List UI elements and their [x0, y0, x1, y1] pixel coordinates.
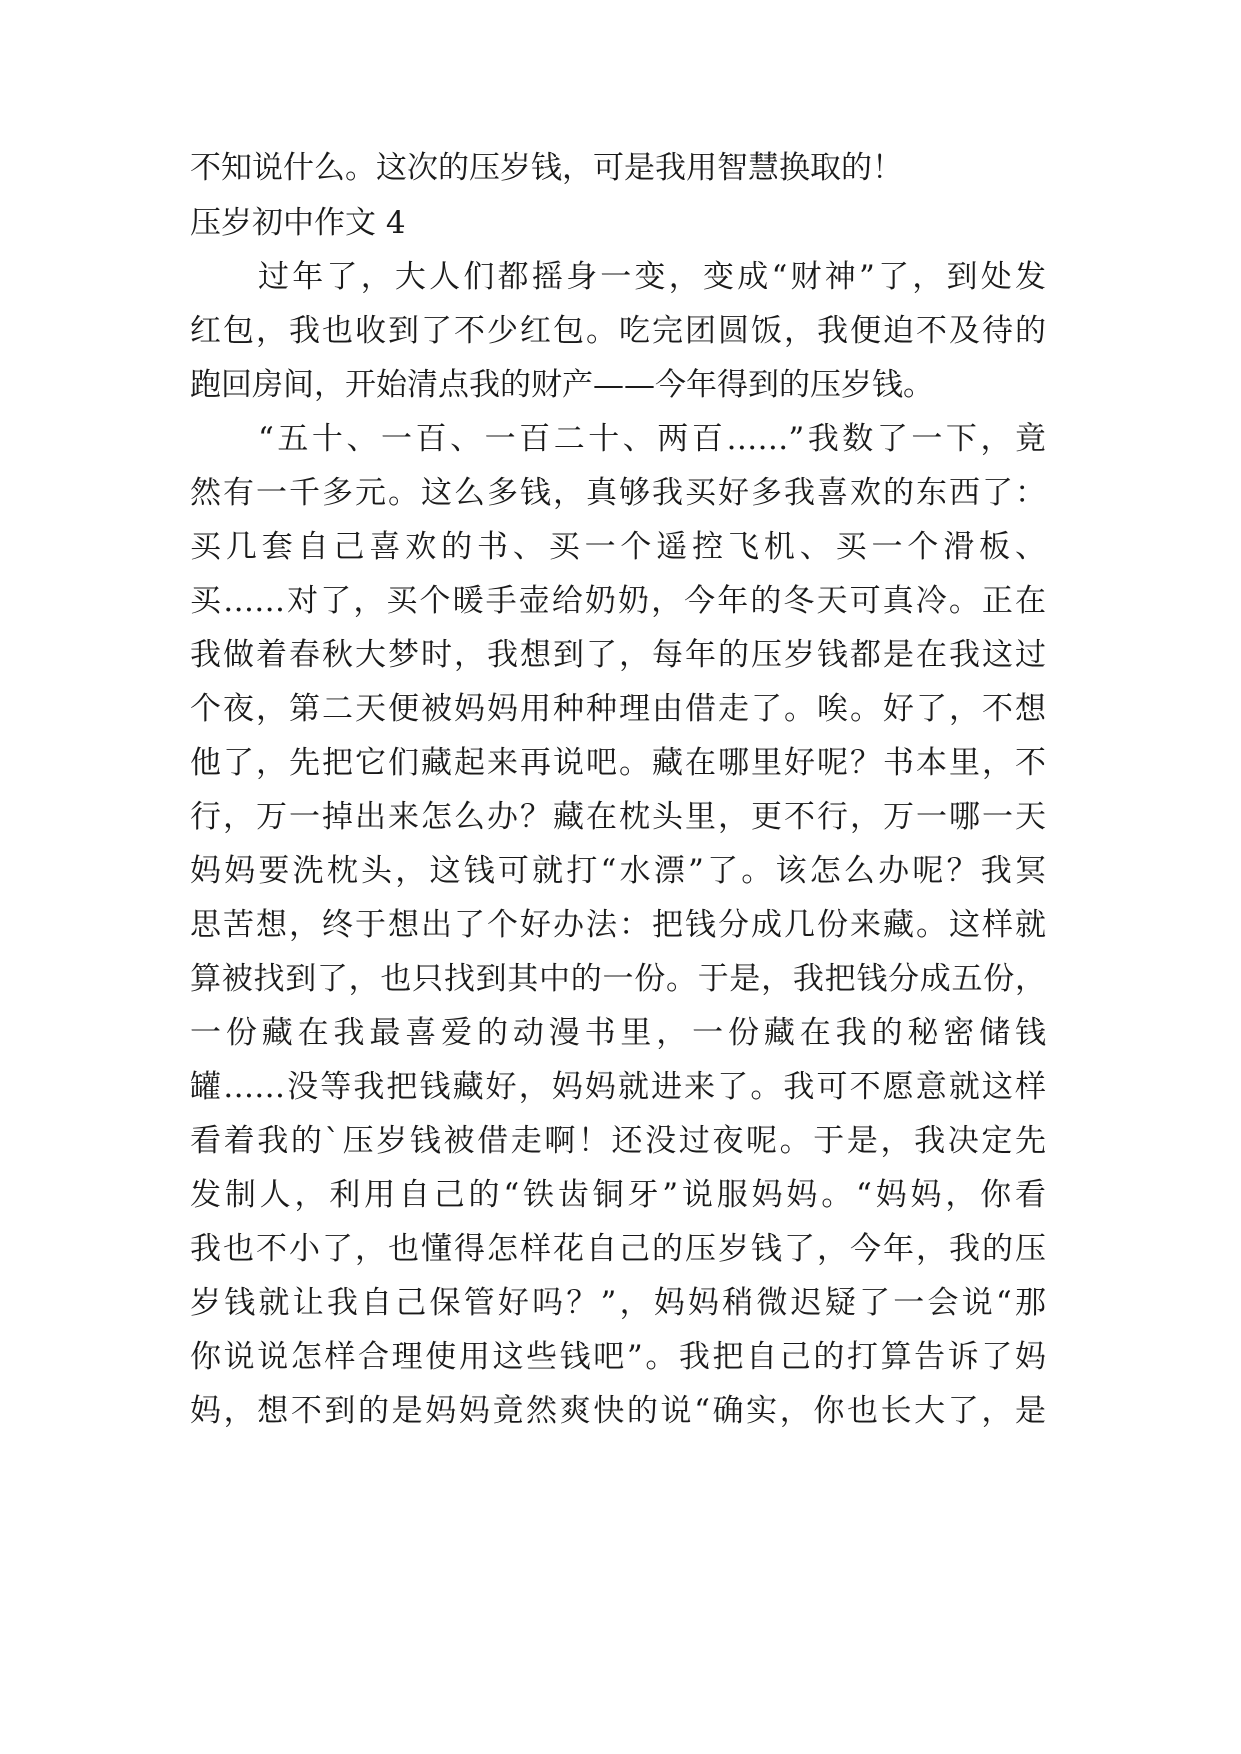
text-line: 思苦想，终于想出了个好办法：把钱分成几份来藏。这样就 — [190, 907, 1046, 943]
text-line: 行，万一掉出来怎么办？藏在枕头里，更不行，万一哪一天 — [190, 799, 1046, 835]
text-line: 然有一千多元。这么多钱，真够我买好多我喜欢的东西了： — [190, 475, 1046, 511]
text-line: 我做着春秋大梦时，我想到了，每年的压岁钱都是在我这过 — [190, 637, 1046, 673]
text-line: 岁钱就让我自己保管好吗？”，妈妈稍微迟疑了一会说“那 — [190, 1285, 1046, 1321]
text-line: 买……对了，买个暖手壶给奶奶，今年的冬天可真冷。正在 — [190, 583, 1046, 619]
text-line: 妈妈要洗枕头，这钱可就打“水漂”了。该怎么办呢？我冥 — [190, 853, 1046, 889]
text-line: 红包，我也收到了不少红包。吃完团圆饭，我便迫不及待的 — [190, 313, 1046, 349]
text-line: 你说说怎样合理使用这些钱吧”。我把自己的打算告诉了妈 — [190, 1339, 1046, 1375]
text-line: 我也不小了，也懂得怎样花自己的压岁钱了，今年，我的压 — [190, 1231, 1046, 1267]
text-line: 不知说什么。这次的压岁钱，可是我用智慧换取的！ — [190, 150, 903, 186]
text-line: 算被找到了，也只找到其中的一份。于是，我把钱分成五份， — [190, 961, 1046, 997]
text-line: 发制人，利用自己的“铁齿铜牙”说服妈妈。“妈妈，你看 — [190, 1177, 1046, 1213]
text-line: 罐……没等我把钱藏好，妈妈就进来了。我可不愿意就这样 — [190, 1069, 1046, 1105]
text-line: 过年了，大人们都摇身一变，变成“财神”了，到处发 — [258, 259, 1046, 295]
section-heading: 压岁初中作文 4 — [190, 205, 406, 241]
text-line: 买几套自己喜欢的书、买一个遥控飞机、买一个滑板、 — [190, 529, 1046, 565]
text-line: 妈，想不到的是妈妈竟然爽快的说“确实，你也长大了，是 — [190, 1393, 1046, 1429]
text-line: “五十、一百、一百二十、两百……”我数了一下，竟 — [258, 421, 1046, 457]
text-line: 他了，先把它们藏起来再说吧。藏在哪里好呢？书本里，不 — [190, 745, 1046, 781]
text-line: 个夜，第二天便被妈妈用种种理由借走了。唉。好了，不想 — [190, 691, 1046, 727]
text-line: 看着我的`压岁钱被借走啊！还没过夜呢。于是，我决定先 — [190, 1123, 1046, 1159]
text-line: 跑回房间，开始清点我的财产——今年得到的压岁钱。 — [190, 367, 934, 403]
text-line: 一份藏在我最喜爱的动漫书里，一份藏在我的秘密储钱 — [190, 1015, 1046, 1051]
